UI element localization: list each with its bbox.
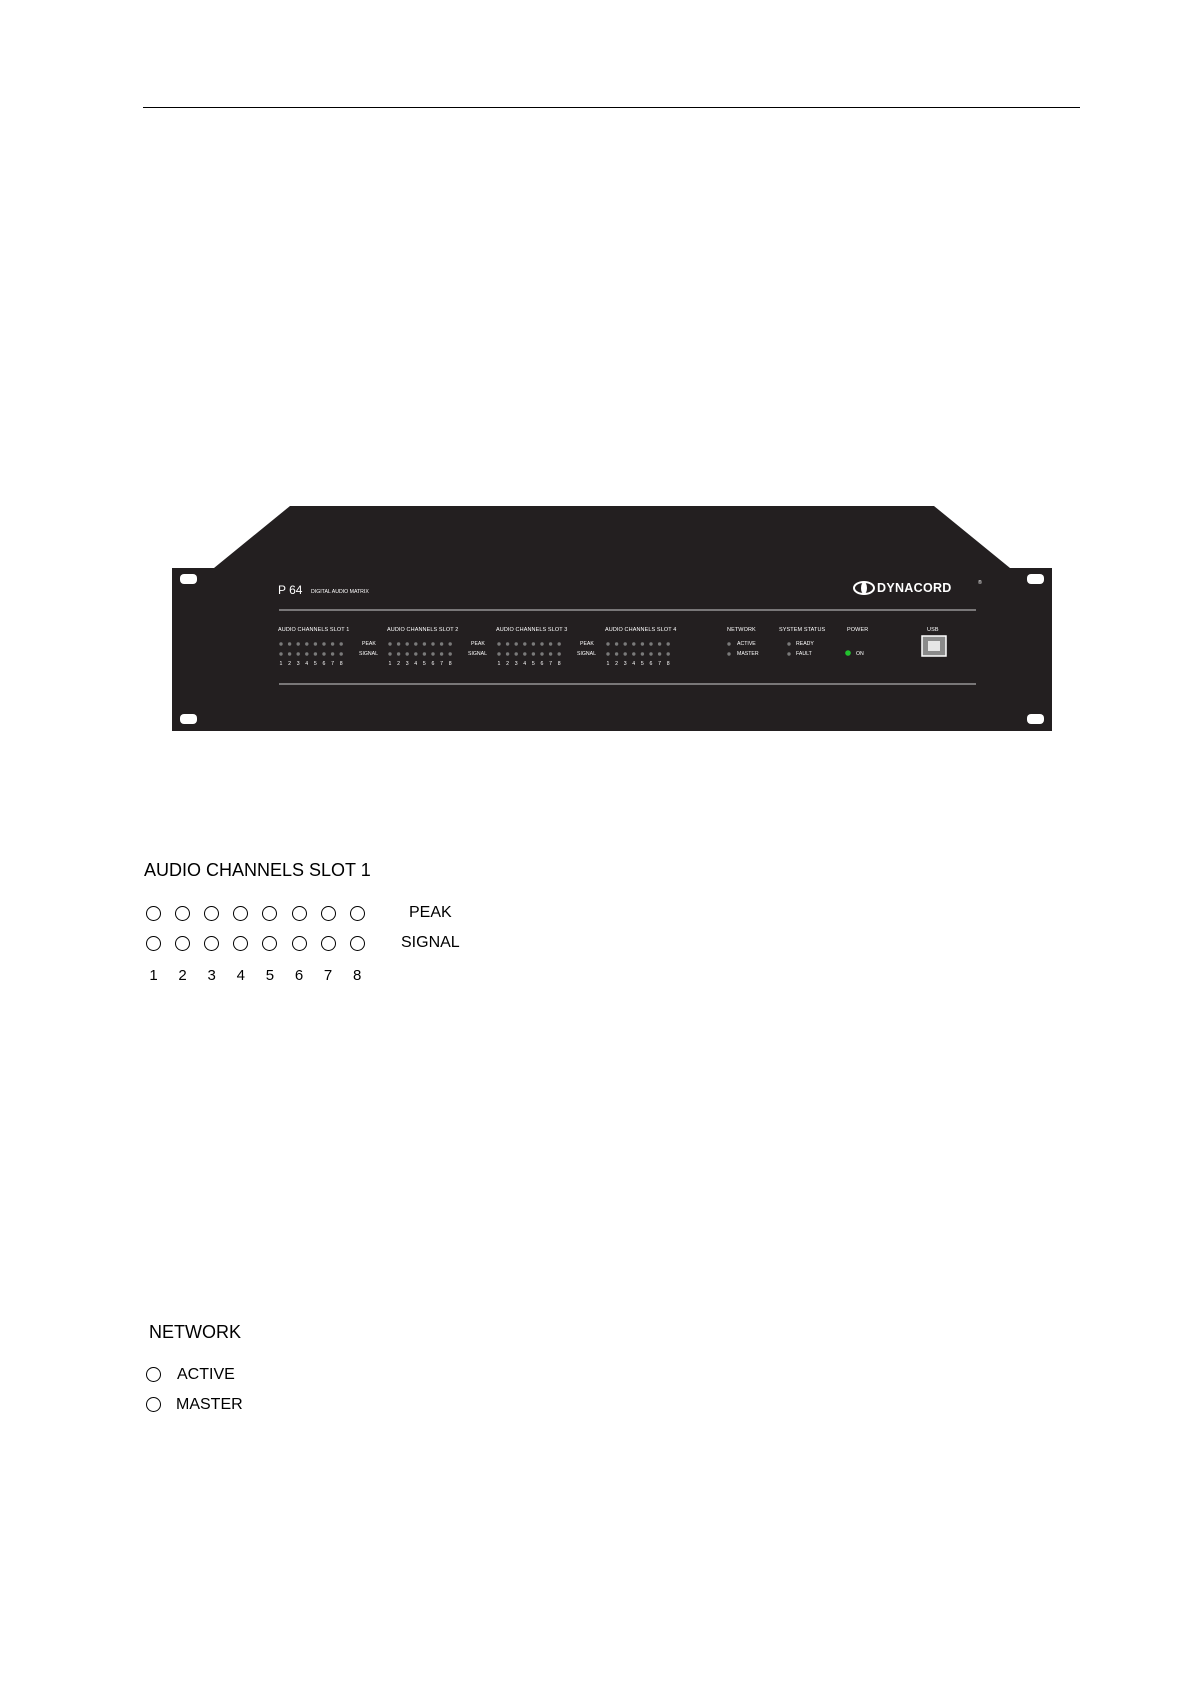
slot-detail-peak-led-1 (146, 906, 161, 921)
panel-slot-4-signal-led-4 (632, 652, 635, 655)
panel-slot-2-peak-led-5 (423, 642, 426, 645)
panel-slot-2-signal-led-1 (388, 652, 391, 655)
panel-slot-1-channel-number: 3 (296, 661, 300, 667)
panel-usb-title: USB (927, 627, 939, 633)
panel-slot-1-channel-number: 2 (288, 661, 291, 667)
slot-detail-signal-led-1 (146, 936, 161, 951)
panel-slot-3-channel-number: 5 (531, 661, 535, 667)
panel-slot-1-channel-number: 8 (339, 661, 343, 667)
panel-slot-2-peak-led-2 (397, 642, 400, 645)
network-master-label: MASTER (176, 1396, 243, 1413)
panel-slot-3-peak-led-8 (558, 642, 561, 645)
panel-slot-1-peak-led-8 (340, 642, 343, 645)
panel-indicator-led-4 (787, 652, 790, 655)
panel-slot-4-peak-led-7 (658, 642, 661, 645)
panel-indicator-led-3 (787, 642, 790, 645)
panel-slot-3-channel-number: 3 (514, 661, 518, 667)
panel-slot-3-signal: SIGNAL (577, 651, 597, 657)
panel-slot-1-signal-led-2 (288, 652, 291, 655)
panel-slot-1-signal-led-8 (340, 652, 343, 655)
panel-slot-1-channel-number: 7 (331, 661, 334, 667)
slot-detail-peak-label: PEAK (409, 904, 452, 921)
network-master-led (146, 1397, 161, 1412)
panel-system-status-title: SYSTEM STATUS (779, 627, 826, 633)
panel-slot-1-channel-number: 6 (322, 661, 326, 667)
slot-detail-peak-led-6 (292, 906, 307, 921)
panel-slot-1-peak-led-3 (297, 642, 300, 645)
panel-slot-4-peak-led-4 (632, 642, 635, 645)
panel-slot-1-peak-led-5 (314, 642, 317, 645)
slot-detail-peak-led-5 (262, 906, 277, 921)
panel-slot-1-channel-number: 5 (313, 661, 317, 667)
panel-slot-2-signal-led-6 (431, 652, 434, 655)
panel-slot-3-channel-number: 8 (557, 661, 561, 667)
slot-detail-channel-number: 8 (353, 967, 362, 984)
panel-slot-1-signal-led-5 (314, 652, 317, 655)
panel-slot-2-signal-led-7 (440, 652, 443, 655)
panel-slot-3-signal-led-8 (558, 652, 561, 655)
panel-slot-2-peak-led-1 (388, 642, 391, 645)
slot-detail-channel-number: 7 (323, 967, 333, 984)
slot-detail-peak-led-7 (321, 906, 336, 921)
panel-slot-4-channel-number: 1 (606, 661, 610, 667)
network-active-led (146, 1367, 161, 1382)
slot-detail-peak-led-2 (175, 906, 190, 921)
panel-slot-3-signal-led-4 (523, 652, 526, 655)
panel-slot-4-channel-number: 7 (658, 661, 661, 667)
panel-slot-4-signal-led-5 (641, 652, 644, 655)
panel-slot-2-channel-number: 1 (388, 661, 392, 667)
slot-detail-signal-led-4 (233, 936, 248, 951)
slot-detail-signal-led-3 (204, 936, 219, 951)
panel-slot-1-peak-led-7 (331, 642, 334, 645)
panel-slot-1-signal-led-6 (322, 652, 325, 655)
panel-slot-2-signal-led-5 (423, 652, 426, 655)
slot-detail-channel-number: 1 (149, 967, 158, 984)
panel-indicator-led-2 (727, 652, 730, 655)
panel-slot-3-peak-led-7 (549, 642, 552, 645)
panel-slot-2-channel-number: 5 (422, 661, 426, 667)
panel-status-fault: FAULT (796, 651, 812, 657)
panel-slot-2-channel-number: 7 (440, 661, 443, 667)
slot-detail-title: AUDIO CHANNELS SLOT 1 (144, 860, 371, 880)
panel-slot-3-channel-number: 6 (540, 661, 544, 667)
panel-slot-3-peak-led-1 (497, 642, 500, 645)
panel-slot-3-signal-led-1 (497, 652, 500, 655)
panel-slot-4-peak-led-6 (649, 642, 652, 645)
network-detail-title: NETWORK (149, 1322, 241, 1342)
panel-slot-4-title: AUDIO CHANNELS SLOT 4 (605, 627, 677, 633)
panel-slot-4-peak-led-1 (606, 642, 609, 645)
panel-slot-4-signal-led-8 (667, 652, 670, 655)
panel-slot-1-channel-number: 4 (305, 661, 309, 667)
panel-slot-1-signal-led-1 (279, 652, 282, 655)
panel-slot-4-signal-led-1 (606, 652, 609, 655)
panel-slot-1-signal-led-4 (305, 652, 308, 655)
panel-slot-4-channel-number: 6 (649, 661, 653, 667)
panel-slot-4-peak-led-8 (667, 642, 670, 645)
panel-slot-2-signal-led-2 (397, 652, 400, 655)
slot-detail-channel-number: 4 (236, 967, 245, 984)
panel-slot-1-channel-number: 1 (279, 661, 283, 667)
brand-name: DYNACORD (877, 581, 952, 595)
panel-slot-1-peak-led-4 (305, 642, 308, 645)
panel-slot-2-channel-number: 3 (405, 661, 409, 667)
panel-slot-3-peak-led-3 (515, 642, 518, 645)
slot-detail-signal-label: SIGNAL (401, 934, 460, 951)
panel-slot-3-signal-led-5 (532, 652, 535, 655)
panel-shape (172, 506, 1052, 731)
model-subtitle: DIGITAL AUDIO MATRIX (311, 589, 369, 595)
panel-slot-2-peak-led-4 (414, 642, 417, 645)
usb-port-icon (922, 636, 946, 656)
panel-slot-1-signal-led-7 (331, 652, 334, 655)
panel-slot-3-peak: PEAK (580, 641, 594, 647)
panel-slot-3-peak-led-2 (506, 642, 509, 645)
network-active-label: ACTIVE (177, 1366, 235, 1383)
panel-slot-2-signal-led-8 (449, 652, 452, 655)
panel-slot-2-title: AUDIO CHANNELS SLOT 2 (387, 627, 459, 633)
panel-slot-2-peak-led-6 (431, 642, 434, 645)
panel-slot-4-peak-led-5 (641, 642, 644, 645)
slot-detail-channel-number: 3 (207, 967, 216, 984)
device-front-panel (172, 506, 1052, 731)
panel-slot-2-signal-led-4 (414, 652, 417, 655)
panel-slot-3-peak-led-5 (532, 642, 535, 645)
panel-slot-1-signal-led-3 (297, 652, 300, 655)
panel-slot-1-peak-led-1 (279, 642, 282, 645)
panel-slot-4-peak-led-3 (624, 642, 627, 645)
power-led (845, 650, 851, 656)
slot-detail-signal-led-7 (321, 936, 336, 951)
header-rule (143, 107, 1080, 108)
panel-slot-2-peak-led-7 (440, 642, 443, 645)
panel-slot-4-signal-led-2 (615, 652, 618, 655)
panel-slot-3-channel-number: 1 (497, 661, 501, 667)
panel-slot-4-channel-number: 2 (615, 661, 618, 667)
panel-slot-3-signal-led-7 (549, 652, 552, 655)
panel-slot-4-signal-led-7 (658, 652, 661, 655)
slot-detail-channel-number: 2 (178, 967, 187, 984)
panel-slot-1-peak-led-6 (322, 642, 325, 645)
panel-power-title: POWER (847, 627, 869, 633)
brand-registered-mark: ® (978, 580, 982, 586)
panel-slot-4-channel-number: 3 (623, 661, 627, 667)
slot-detail-signal-led-6 (292, 936, 307, 951)
panel-network-master: MASTER (737, 651, 759, 657)
slot-detail-signal-led-5 (262, 936, 277, 951)
slot-detail-peak-led-3 (204, 906, 219, 921)
panel-status-ready: READY (796, 641, 814, 647)
panel-slot-3-signal-led-2 (506, 652, 509, 655)
panel-slot-3-signal-led-3 (515, 652, 518, 655)
panel-slot-4-peak-led-2 (615, 642, 618, 645)
panel-slot-3-peak-led-6 (540, 642, 543, 645)
slot-detail-channel-number: 6 (294, 967, 304, 984)
panel-indicator-led-1 (727, 642, 730, 645)
panel-slot-2-signal: SIGNAL (468, 651, 488, 657)
panel-slot-3-channel-number: 4 (523, 661, 527, 667)
panel-network-active: ACTIVE (737, 641, 756, 647)
panel-slot-4-channel-number: 5 (640, 661, 644, 667)
slot-detail-signal-led-2 (175, 936, 190, 951)
panel-network-title: NETWORK (727, 627, 756, 633)
slot-detail-peak-led-4 (233, 906, 248, 921)
panel-slot-4-signal-led-3 (624, 652, 627, 655)
panel-slot-4-channel-number: 8 (666, 661, 670, 667)
panel-slot-3-title: AUDIO CHANNELS SLOT 3 (496, 627, 568, 633)
slot-detail-channel-number: 5 (265, 967, 275, 984)
panel-power-on: ON (856, 651, 864, 657)
slot-detail-signal-led-8 (350, 936, 365, 951)
panel-slot-1-peak-led-2 (288, 642, 291, 645)
panel-slot-2-channel-number: 8 (448, 661, 452, 667)
panel-slot-2-channel-number: 2 (397, 661, 400, 667)
panel-slot-3-channel-number: 7 (549, 661, 552, 667)
panel-slot-4-channel-number: 4 (632, 661, 636, 667)
panel-slot-2-signal-led-3 (406, 652, 409, 655)
panel-slot-2-peak: PEAK (471, 641, 485, 647)
panel-slot-2-channel-number: 4 (414, 661, 418, 667)
panel-slot-3-peak-led-4 (523, 642, 526, 645)
panel-slot-3-channel-number: 2 (506, 661, 509, 667)
panel-slot-2-peak-led-3 (406, 642, 409, 645)
panel-slot-1-peak: PEAK (362, 641, 376, 647)
panel-slot-2-peak-led-8 (449, 642, 452, 645)
panel-slot-3-signal-led-6 (540, 652, 543, 655)
panel-slot-1-title: AUDIO CHANNELS SLOT 1 (278, 627, 350, 633)
model-name: P 64 (278, 583, 303, 597)
panel-slot-2-channel-number: 6 (431, 661, 435, 667)
slot-detail-peak-led-8 (350, 906, 365, 921)
panel-slot-1-signal: SIGNAL (359, 651, 379, 657)
panel-slot-4-signal-led-6 (649, 652, 652, 655)
